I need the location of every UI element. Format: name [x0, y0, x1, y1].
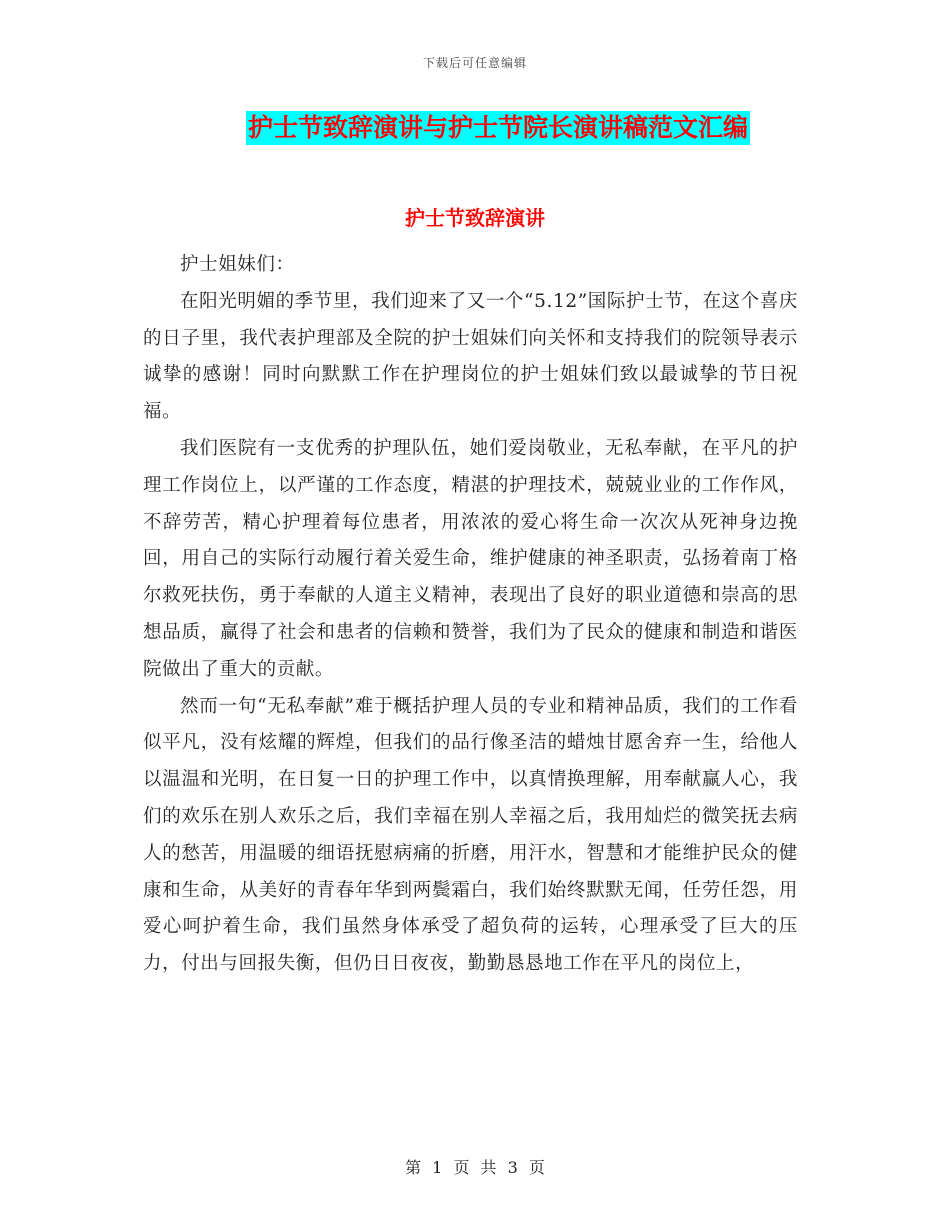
- salutation-paragraph: 护士姐妹们：: [180, 254, 295, 275]
- main-title-container: [0, 111, 950, 145]
- body-paragraph: 在阳光明媚的季节里，我们迎来了又一个“5.12”国际护士节，在这个喜庆的日子里，我代表护理部及全院的护士姐妹们向关怀和支持我们的院领导表示诚挚的感谢！同时向默默工作在护理岗位的护士姐妹们致以最诚挚的节日祝福。: [143, 290, 798, 423]
- page-number-footer: 第 1 页 共 3 页: [405, 1158, 545, 1177]
- section-title: 护士节致辞演讲: [405, 206, 545, 230]
- main-title: 护士节致辞演讲与护士节院长演讲稿范文汇编: [246, 111, 750, 145]
- body-paragraph: 我们医院有一支优秀的护理队伍，她们爱岗敬业，无私奉献，在平凡的护理工作岗位上，以严谨的工作态度，精湛的护理技术，兢兢业业的工作作风，不辞劳苦，精心护理着每位患者，用浓浓的爱心将生命一次次从死神身边挽回，用自己的实际行动履行着关爱生命，维护健康的神圣职责，弘扬着南丁格尔救死扶伤，勇于奉献的人道主义精神，表现出了良好的职业道德和崇高的思想品质，赢得了社会和患者的信赖和赞誉，我们为了民众的健康和制造和谐医院做出了重大的贡献。: [143, 437, 798, 680]
- body-paragraph: 然而一句“无私奉献”难于概括护理人员的专业和精神品质，我们的工作看似平凡，没有炫耀的辉煌，但我们的品行像圣洁的蜡烛甘愿舍弃一生，给他人以温温和光明，在日复一日的护理工作中，以真情换理解，用奉献赢人心，我们的欢乐在别人欢乐之后，我们幸福在别人幸福之后，我用灿烂的微笑抚去病人的愁苦，用温暖的细语抚慰病痛的折磨，用汗水，智慧和才能维护民众的健康和生命，从美好的青春年华到两鬓霜白，我们始终默默无闻，任劳任怨，用爱心呵护着生命，我们虽然身体承受了超负荷的运转，心理承受了巨大的压力，付出与回报失衡，但仍日日夜夜，勤勤恳恳地工作在平凡的岗位上，: [143, 695, 798, 975]
- page-header-note: 下载后可任意编辑: [422, 56, 527, 70]
- document-body: [143, 247, 798, 983]
